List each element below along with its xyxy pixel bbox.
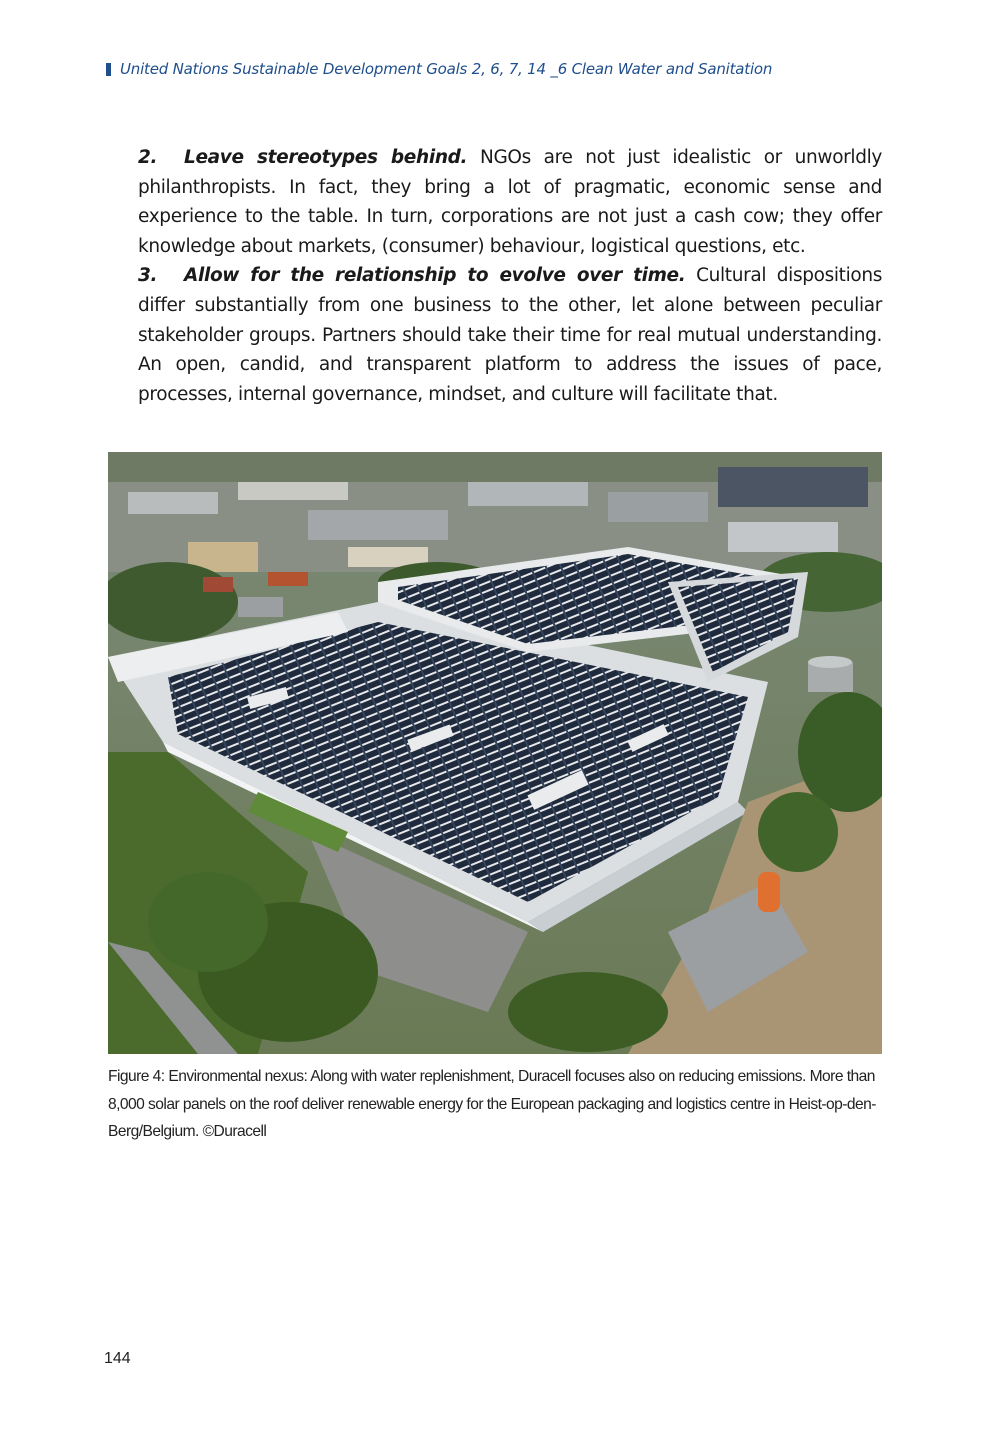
list-item-heading: Allow for the relationship to evolve over time. — [184, 265, 686, 287]
list-item — [138, 261, 882, 409]
list-item-text: Cultural dispositions differ substantially from one business to the other, let alone between peculiar stakeholder groups. Partners should take their time for real mutual understanding. An open, candid, and transparent platform to address the issues of pace, processes, internal governance, mindset, and culture will facilitate that. — [138, 265, 883, 405]
list-item — [138, 143, 882, 261]
list-item-heading: Leave stereotypes behind. — [184, 147, 468, 168]
page-number: 144 — [104, 1350, 131, 1367]
running-header — [106, 60, 772, 78]
running-title: United Nations Sustainable Development Goals 2, 6, 7, 14 _6 Clean Water and Sanitation — [120, 60, 773, 78]
list-item-number: 2. — [138, 147, 158, 168]
aerial-photo — [108, 452, 882, 1054]
list-item-number: 3. — [138, 265, 158, 287]
header-marker — [106, 63, 111, 76]
figure-caption: Figure 4: Environmental nexus: Along with water replenishment, Duracell focuses also on reducing emissions. More than 8,000 solar panels on the roof deliver renewable energy for the European packaging and logistics centre in Heist-op-den-Berg/Belgium. ©Duracell — [108, 1068, 876, 1140]
numbered-list — [138, 143, 882, 409]
list-item-text: NGOs are not just idealistic or unworldly philanthropists. In fact, they bring a lot of pragmatic, economic sense and experience to the table. In turn, corporations are not just a cash cow; they offer knowledge about markets, (consumer) behaviour, logistical questions, etc. — [138, 147, 882, 257]
aerial-photo-illustration — [108, 452, 882, 1054]
